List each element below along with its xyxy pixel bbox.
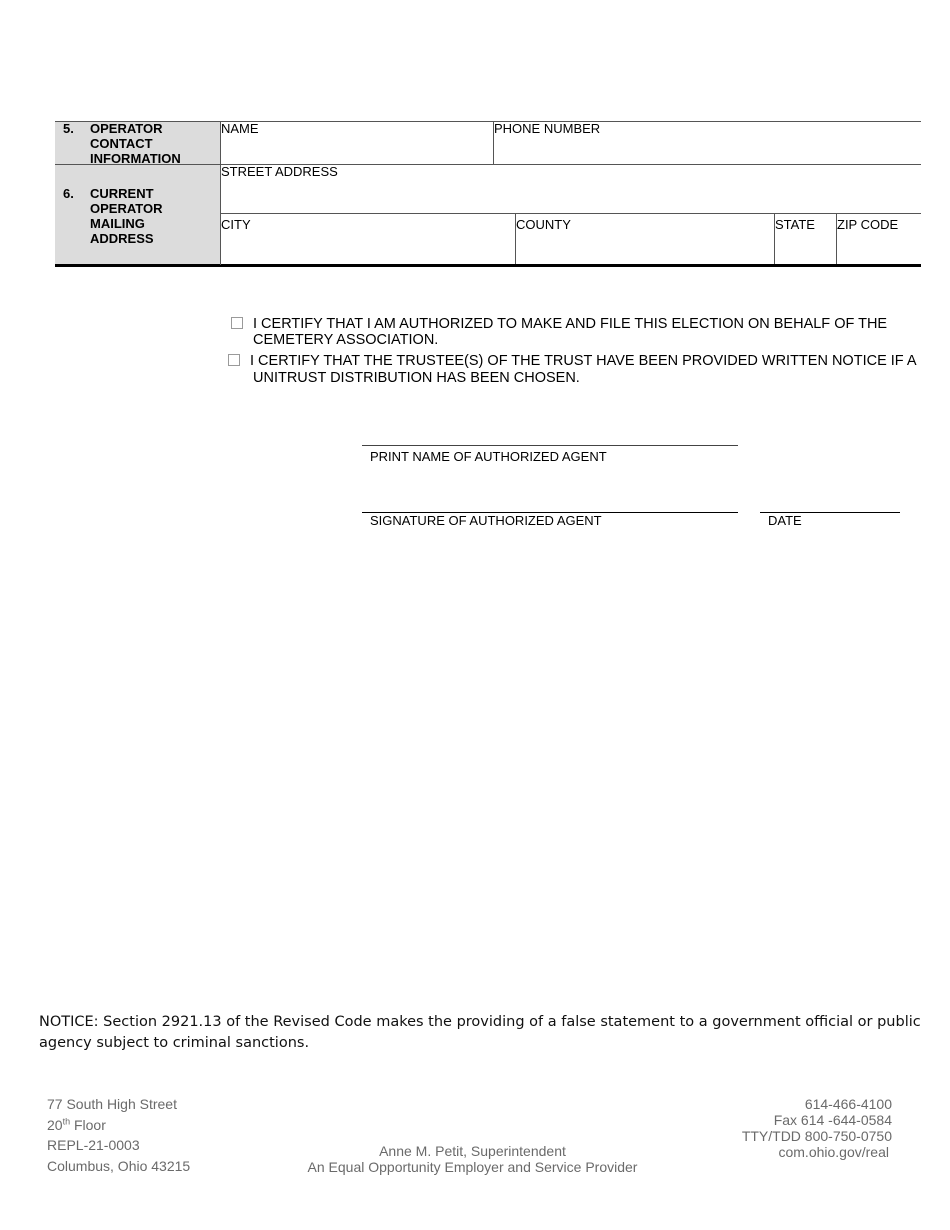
print-name-label: PRINT NAME OF AUTHORIZED AGENT (370, 449, 607, 464)
signature-label: SIGNATURE OF AUTHORIZED AGENT (370, 513, 602, 528)
footer-fax: Fax 614 -644-0584 (773, 1112, 892, 1128)
footer-street: 77 South High Street (47, 1096, 177, 1112)
certify-trustee-checkbox[interactable] (228, 354, 240, 366)
footer-website[interactable]: com.ohio.gov/real (778, 1144, 889, 1160)
footer-employer: An Equal Opportunity Employer and Service Provider (307, 1159, 638, 1175)
footer-floor (47, 1115, 190, 1136)
certify-authorized-line1: I CERTIFY THAT I AM AUTHORIZED TO MAKE AND FILE THIS ELECTION ON BEHALF OF THE (253, 316, 888, 332)
footer-floor-suffix: th (62, 1115, 71, 1126)
section-6-title: CURRENT OPERATOR MAILING ADDRESS (90, 186, 163, 246)
section-6-number: 6. (63, 186, 74, 201)
legal-notice (39, 1012, 919, 1054)
certify-authorized-line2: CEMETERY ASSOCIATION. (253, 332, 439, 348)
footer-city: Columbus, Ohio 43215 (47, 1157, 191, 1174)
label-divider (220, 121, 221, 265)
footer-floor-number: 20 (47, 1116, 63, 1133)
legal-notice-line1: NOTICE: Section 2921.13 of the Revised Code makes the providing of a false statement to a government official or public (39, 1014, 921, 1030)
phone-number-field[interactable]: PHONE NUMBER (494, 121, 601, 136)
table-bottom-border (55, 264, 921, 267)
section-5-number: 5. (63, 121, 74, 136)
city-field[interactable]: CITY (221, 217, 251, 232)
certify-trustee-line2: UNITRUST DISTRIBUTION HAS BEEN CHOSEN. (253, 370, 580, 386)
footer-address (47, 1094, 190, 1176)
date-label: DATE (768, 513, 802, 528)
footer-form-id: REPL-21-0003 (47, 1137, 140, 1153)
street-address-field[interactable]: STREET ADDRESS (221, 164, 338, 179)
footer-phone: 614-466-4100 (804, 1096, 892, 1112)
county-field[interactable]: COUNTY (516, 217, 571, 232)
footer-contact (742, 1096, 892, 1160)
street-bottom-border (220, 213, 921, 214)
footer-superintendent: Anne M. Petit, Superintendent (379, 1143, 566, 1159)
footer-tty: TTY/TDD 800-750-0750 (741, 1128, 892, 1144)
footer-center (300, 1143, 645, 1175)
legal-notice-line2: agency subject to criminal sanctions. (39, 1035, 310, 1051)
name-field[interactable]: NAME (221, 121, 259, 136)
footer-floor-word: Floor (70, 1116, 106, 1133)
state-field[interactable]: STATE (775, 217, 815, 232)
certify-authorized-checkbox[interactable] (231, 317, 243, 329)
print-name-line[interactable] (362, 445, 738, 446)
section-5-title: OPERATOR CONTACT INFORMATION (90, 121, 181, 166)
zip-code-field[interactable]: ZIP CODE (837, 217, 899, 232)
certify-trustee-line1: I CERTIFY THAT THE TRUSTEE(S) OF THE TRUST HAVE BEEN PROVIDED WRITTEN NOTICE IF A (250, 353, 917, 369)
